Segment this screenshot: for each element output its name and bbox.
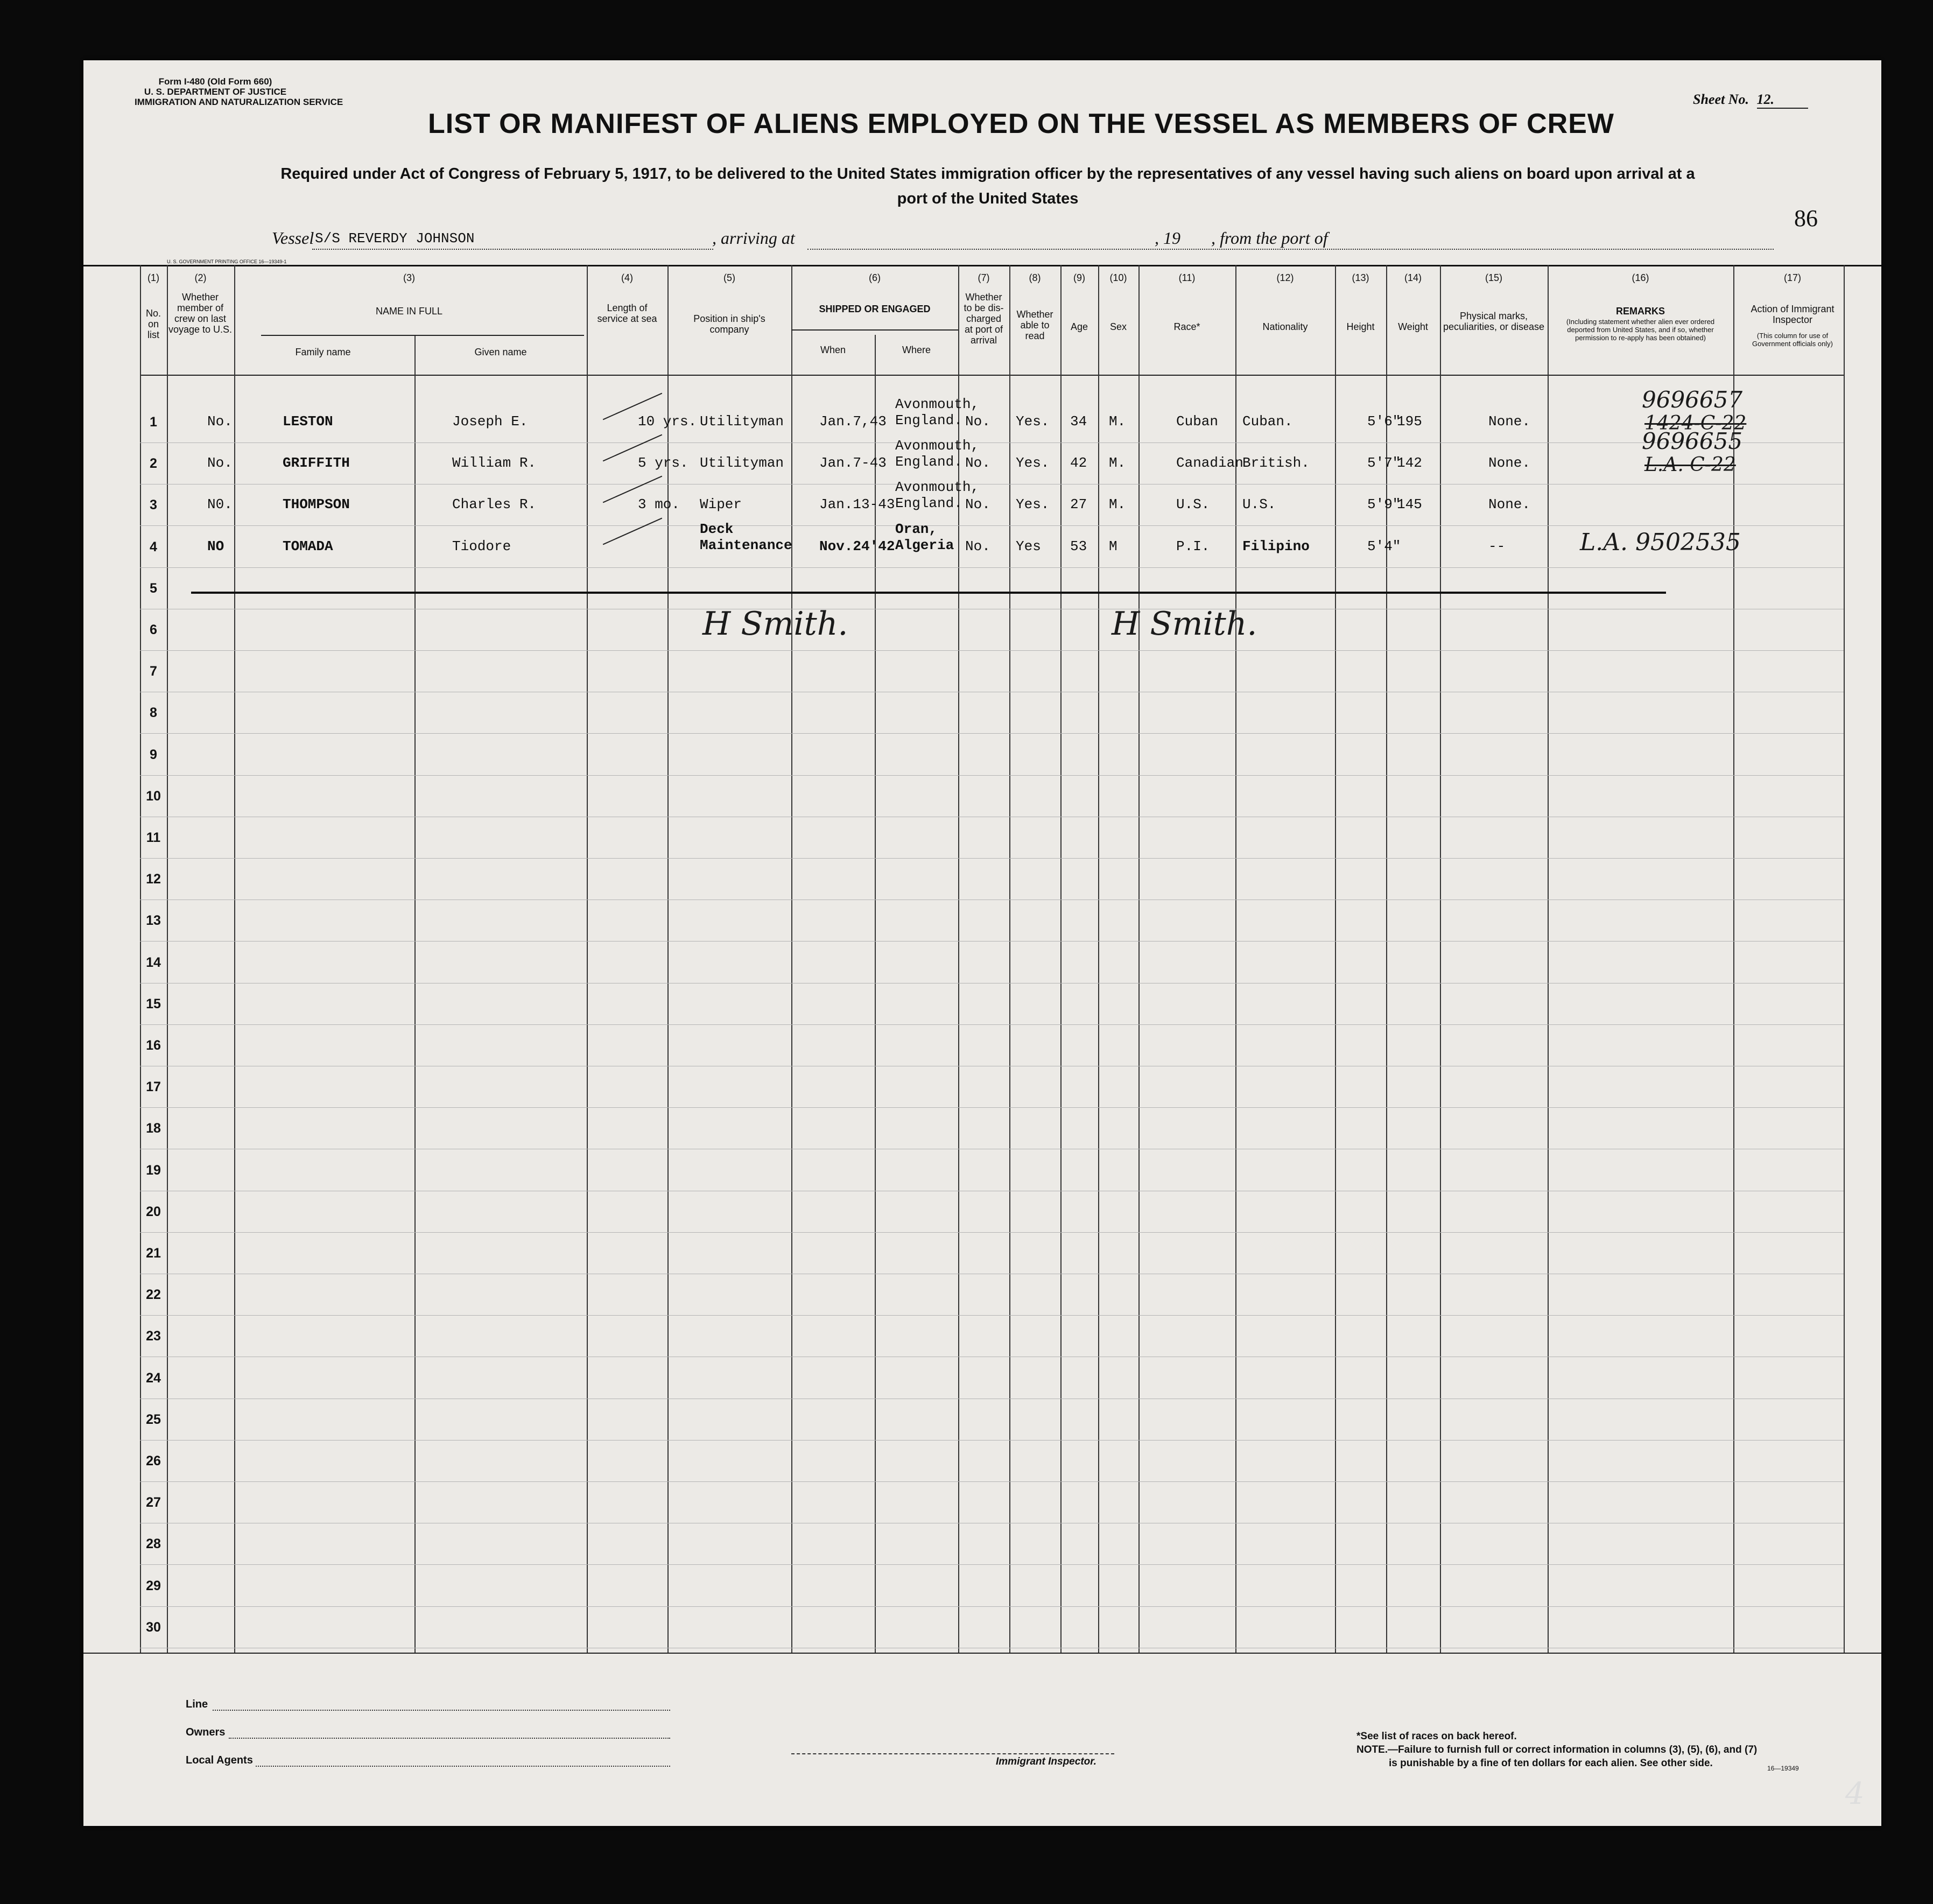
header-bottom-rule bbox=[140, 375, 1844, 376]
row-number: 27 bbox=[146, 1495, 161, 1510]
col-remarks: REMARKS bbox=[1615, 306, 1665, 317]
row-number: 11 bbox=[146, 830, 161, 845]
form-id-block bbox=[135, 76, 343, 107]
col-weight: Weight bbox=[1398, 321, 1428, 332]
row-number: 26 bbox=[146, 1453, 161, 1469]
page-subtitle bbox=[126, 161, 1849, 211]
row-number: 28 bbox=[146, 1536, 161, 1552]
column-divider bbox=[1335, 265, 1336, 1653]
row-number: 17 bbox=[146, 1079, 161, 1095]
vessel-underline bbox=[312, 249, 713, 250]
col-race: Race* bbox=[1173, 321, 1200, 332]
row-number: 14 bbox=[146, 954, 161, 970]
crew-given-name: Joseph E. bbox=[452, 413, 528, 430]
crew-sex: M bbox=[1109, 538, 1117, 554]
colnum-11: (11) bbox=[1178, 272, 1196, 283]
subtitle-line-2: port of the United States bbox=[897, 190, 1079, 207]
agents-label: Local Agents bbox=[186, 1754, 253, 1766]
crew-read: Yes. bbox=[1016, 496, 1050, 513]
crew-when: Jan.7,43 bbox=[819, 413, 887, 430]
row-rule bbox=[140, 650, 1844, 651]
vessel-label: Vessel bbox=[272, 228, 314, 248]
col-height: Height bbox=[1346, 321, 1375, 332]
col-name-in-full: NAME IN FULL bbox=[375, 306, 443, 317]
row-number: 10 bbox=[146, 788, 161, 804]
crew-remarks: 9696657 bbox=[1642, 387, 1743, 413]
crew-read: Yes. bbox=[1016, 455, 1050, 472]
crew-position: Deck Maintenance bbox=[700, 521, 792, 553]
col-shipped: SHIPPED OR ENGAGED bbox=[819, 304, 931, 314]
crew-family-name: LESTON bbox=[283, 413, 333, 430]
col-last-voyage: Whether member of crew on last voyage to U.S. bbox=[168, 292, 233, 335]
crew-given-name: Charles R. bbox=[452, 496, 537, 513]
agents-field bbox=[256, 1766, 670, 1767]
crew-remarks: 9696655 bbox=[1642, 428, 1743, 455]
crew-where: Oran, Algeria bbox=[895, 521, 954, 553]
crew-when: Jan.7-43 bbox=[819, 455, 887, 472]
crew-discharged: No. bbox=[965, 455, 990, 472]
sheet-value: 12. bbox=[1757, 92, 1808, 109]
year-label: , 19 bbox=[1155, 228, 1180, 248]
table-top-rule bbox=[83, 265, 1881, 266]
column-divider bbox=[791, 265, 792, 1653]
service: IMMIGRATION AND NATURALIZATION SERVICE bbox=[135, 97, 343, 107]
crew-race: U.S. bbox=[1176, 496, 1210, 513]
colnum-1: (1) bbox=[147, 272, 159, 283]
col-inspector-action: Action of Immigrant Inspector bbox=[1751, 304, 1834, 325]
crew-family-name: TOMADA bbox=[283, 538, 333, 554]
crew-race: Canadian bbox=[1176, 455, 1243, 472]
sheet-number bbox=[1693, 92, 1808, 109]
inspector-signature-line bbox=[791, 1753, 1114, 1754]
column-divider bbox=[1009, 265, 1010, 1653]
colnum-9: (9) bbox=[1073, 272, 1085, 283]
column-divider bbox=[667, 265, 669, 1653]
column-divider bbox=[1138, 265, 1140, 1653]
column-divider bbox=[875, 335, 876, 1653]
crew-service: 5 yrs. bbox=[638, 455, 688, 472]
row-number: 5 bbox=[150, 580, 157, 596]
crew-last-voyage: No. bbox=[207, 455, 233, 472]
crew-age: 34 bbox=[1070, 413, 1087, 430]
crew-family-name: THOMPSON bbox=[283, 496, 350, 513]
fine-note-2: is punishable by a fine of ten dollars for each alien. See other side. bbox=[1389, 1758, 1713, 1769]
column-divider bbox=[1235, 265, 1236, 1653]
row-rule bbox=[140, 733, 1844, 734]
column-divider bbox=[234, 265, 235, 1653]
colnum-4: (4) bbox=[621, 272, 633, 283]
crew-discharged: No. bbox=[965, 538, 990, 554]
end-of-list-rule bbox=[191, 592, 1666, 594]
shipped-sub-rule bbox=[791, 329, 958, 331]
row-number: 9 bbox=[150, 747, 157, 762]
colnum-17: (17) bbox=[1783, 272, 1801, 283]
row-rule bbox=[140, 775, 1844, 776]
column-divider bbox=[1386, 265, 1387, 1653]
crew-marks: None. bbox=[1488, 496, 1531, 513]
crew-service: 10 yrs. bbox=[638, 413, 697, 430]
row-number: 12 bbox=[146, 872, 161, 887]
row-rule bbox=[140, 525, 1844, 526]
column-divider bbox=[167, 265, 168, 1653]
crew-race: P.I. bbox=[1176, 538, 1210, 554]
col-nationality: Nationality bbox=[1262, 321, 1308, 332]
colnum-6: (6) bbox=[869, 272, 881, 283]
colnum-7: (7) bbox=[978, 272, 990, 283]
crew-remarks-struck: L.A. C-22 bbox=[1644, 454, 1736, 476]
form-number: Form I-480 (Old Form 660) bbox=[158, 76, 272, 87]
signature: H Smith. bbox=[1112, 605, 1257, 643]
row-rule bbox=[140, 1107, 1844, 1108]
crew-nationality: U.S. bbox=[1242, 496, 1276, 513]
column-divider bbox=[1440, 265, 1441, 1653]
races-note: *See list of races on back hereof. bbox=[1356, 1731, 1517, 1742]
crew-where: Avonmouth, England. bbox=[895, 396, 980, 428]
colnum-15: (15) bbox=[1485, 272, 1502, 283]
owners-field bbox=[229, 1738, 670, 1739]
crew-sex: M. bbox=[1109, 496, 1126, 513]
crew-when: Nov.24'42 bbox=[819, 538, 895, 554]
inspector-label: Immigrant Inspector. bbox=[996, 1756, 1096, 1767]
manifest-sheet bbox=[83, 60, 1881, 1826]
column-divider bbox=[1548, 265, 1549, 1653]
row-number: 4 bbox=[150, 539, 157, 554]
row-rule bbox=[140, 1606, 1844, 1607]
col-position: Position in ship's company bbox=[693, 313, 765, 335]
row-rule bbox=[140, 1440, 1844, 1441]
crew-position: Wiper bbox=[700, 496, 742, 513]
corner-mark: 4 bbox=[1845, 1776, 1865, 1811]
crew-when: Jan.13-43 bbox=[819, 496, 895, 513]
crew-read: Yes. bbox=[1016, 413, 1050, 430]
crew-last-voyage: No. bbox=[207, 413, 233, 430]
colnum-8: (8) bbox=[1029, 272, 1041, 283]
row-rule bbox=[140, 1315, 1844, 1316]
colnum-13: (13) bbox=[1352, 272, 1369, 283]
crew-marks: -- bbox=[1488, 538, 1506, 554]
colnum-16: (16) bbox=[1632, 272, 1649, 283]
row-number: 16 bbox=[146, 1038, 161, 1053]
signature: H Smith. bbox=[702, 605, 848, 643]
row-number: 21 bbox=[146, 1246, 161, 1261]
crew-weight: 142 bbox=[1397, 455, 1422, 472]
row-number: 23 bbox=[146, 1329, 161, 1344]
port-underline bbox=[1359, 249, 1774, 250]
subtitle-line-1: Required under Act of Congress of February 5, 1917, to be delivered to the United States immigration officer by the representatives of any vessel having such aliens on board upon arrival at a bbox=[280, 165, 1695, 182]
crew-last-voyage: NO bbox=[207, 538, 224, 554]
row-rule bbox=[140, 1564, 1844, 1565]
crew-given-name: William R. bbox=[452, 455, 537, 472]
crew-remarks-struck: 1424-C-22 bbox=[1644, 412, 1747, 434]
crew-height: 5'9" bbox=[1367, 496, 1401, 513]
line-field bbox=[213, 1710, 670, 1711]
owners-label: Owners bbox=[186, 1726, 226, 1738]
col-remarks-note: (Including statement whether alien ever ordered deported from United States, and if so, whether permission to re-apply has been obtained) bbox=[1566, 318, 1715, 342]
row-number: 6 bbox=[150, 622, 157, 637]
col-discharged: Whether to be dis-charged at port of arrival bbox=[964, 292, 1004, 346]
sheet-label: Sheet No. bbox=[1693, 92, 1749, 107]
department: U. S. DEPARTMENT OF JUSTICE bbox=[144, 87, 287, 97]
colnum-10: (10) bbox=[1109, 272, 1127, 283]
row-rule bbox=[140, 1481, 1844, 1482]
row-number: 8 bbox=[150, 705, 157, 721]
crew-discharged: No. bbox=[965, 413, 990, 430]
column-divider bbox=[958, 265, 959, 1653]
crew-service: 3 mo. bbox=[638, 496, 680, 513]
col-read: Whether able to read bbox=[1016, 309, 1053, 341]
row-number: 18 bbox=[146, 1121, 161, 1136]
crew-weight: 145 bbox=[1397, 496, 1422, 513]
colnum-2: (2) bbox=[194, 272, 207, 283]
crew-race: Cuban bbox=[1176, 413, 1219, 430]
crew-height: 5'4" bbox=[1367, 538, 1401, 554]
crew-nationality: Cuban. bbox=[1242, 413, 1293, 430]
page-number: 86 bbox=[1794, 205, 1818, 231]
crew-height: 5'6" bbox=[1367, 413, 1401, 430]
crew-where: Avonmouth, England. bbox=[895, 479, 980, 512]
row-number: 7 bbox=[150, 664, 157, 679]
crew-sex: M. bbox=[1109, 455, 1126, 472]
crew-height: 5'7" bbox=[1367, 455, 1401, 472]
name-sub-rule bbox=[261, 335, 584, 336]
crew-discharged: No. bbox=[965, 496, 990, 513]
col-family-name: Family name bbox=[295, 347, 351, 357]
column-divider bbox=[1098, 265, 1099, 1653]
row-number: 22 bbox=[146, 1287, 161, 1303]
from-port-label: , from the port of bbox=[1211, 228, 1328, 248]
arriving-label: , arriving at bbox=[712, 228, 795, 248]
form-code: 16—19349 bbox=[1767, 1765, 1799, 1772]
row-rule bbox=[140, 567, 1844, 568]
crew-nationality: Filipino bbox=[1242, 538, 1310, 554]
col-service: Length of service at sea bbox=[597, 303, 657, 324]
row-number: 19 bbox=[146, 1162, 161, 1178]
crew-marks: None. bbox=[1488, 455, 1531, 472]
crew-where: Avonmouth, England. bbox=[895, 438, 980, 470]
row-number: 3 bbox=[150, 497, 157, 513]
col-given-name: Given name bbox=[474, 347, 527, 357]
row-number: 25 bbox=[146, 1411, 161, 1427]
row-number: 2 bbox=[150, 456, 157, 472]
col-where: Where bbox=[902, 345, 931, 355]
colnum-12: (12) bbox=[1276, 272, 1294, 283]
fine-note-1: NOTE.—Failure to furnish full or correct information in columns (3), (5), (6), and (7) bbox=[1356, 1744, 1758, 1755]
crew-weight: 195 bbox=[1397, 413, 1422, 430]
crew-given-name: Tiodore bbox=[452, 538, 511, 554]
crew-read: Yes bbox=[1016, 538, 1041, 554]
row-number: 29 bbox=[146, 1578, 161, 1593]
crew-position: Utilityman bbox=[700, 413, 784, 430]
row-rule bbox=[140, 1024, 1844, 1025]
row-number: 20 bbox=[146, 1204, 161, 1219]
crew-age: 27 bbox=[1070, 496, 1087, 513]
col-no-on-list: No. on list bbox=[145, 308, 161, 340]
crew-marks: None. bbox=[1488, 413, 1531, 430]
column-divider bbox=[587, 265, 588, 1653]
crew-family-name: GRIFFITH bbox=[283, 455, 350, 472]
col-when: When bbox=[820, 345, 846, 355]
row-number: 13 bbox=[146, 913, 161, 929]
col-age: Age bbox=[1070, 321, 1088, 332]
line-label: Line bbox=[186, 1698, 208, 1710]
row-rule bbox=[140, 941, 1844, 942]
vessel-value: S/S REVERDY JOHNSON bbox=[315, 230, 475, 247]
crew-age: 42 bbox=[1070, 455, 1087, 472]
crew-sex: M. bbox=[1109, 413, 1126, 430]
column-divider bbox=[1060, 265, 1062, 1653]
colnum-14: (14) bbox=[1404, 272, 1422, 283]
crew-age: 53 bbox=[1070, 538, 1087, 554]
crew-remarks: L.A. 9502535 bbox=[1580, 528, 1741, 556]
row-number: 30 bbox=[146, 1619, 161, 1635]
row-number: 15 bbox=[146, 996, 161, 1011]
crew-position: Utilityman bbox=[700, 455, 784, 472]
col-physical-marks: Physical marks, peculiarities, or disease bbox=[1443, 311, 1545, 332]
col-inspector-note: (This column for use of Government officials only) bbox=[1752, 332, 1833, 348]
colnum-5: (5) bbox=[723, 272, 735, 283]
crew-nationality: British. bbox=[1242, 455, 1310, 472]
page-title: LIST OR MANIFEST OF ALIENS EMPLOYED ON THE VESSEL AS MEMBERS OF CREW bbox=[428, 108, 1614, 139]
colnum-3: (3) bbox=[403, 272, 415, 283]
row-rule bbox=[140, 858, 1844, 859]
printing-office: U. S. GOVERNMENT PRINTING OFFICE 16—19349-1 bbox=[167, 259, 287, 264]
table-bottom-rule bbox=[83, 1653, 1881, 1654]
service-check-mark bbox=[603, 517, 662, 545]
crew-last-voyage: N0. bbox=[207, 496, 233, 513]
column-divider bbox=[1844, 265, 1845, 1653]
row-rule bbox=[140, 1232, 1844, 1233]
column-divider bbox=[414, 335, 416, 1653]
col-sex: Sex bbox=[1109, 321, 1127, 332]
row-number: 24 bbox=[146, 1370, 161, 1386]
row-rule bbox=[140, 442, 1844, 443]
row-number: 1 bbox=[150, 414, 157, 430]
